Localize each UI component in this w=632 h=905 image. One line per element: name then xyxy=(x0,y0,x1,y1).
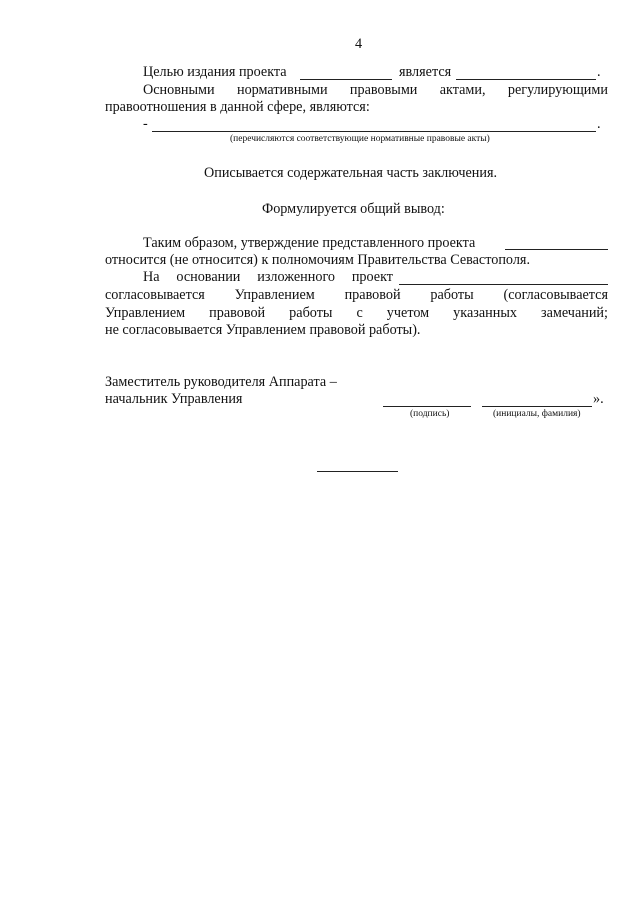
end-divider xyxy=(317,471,398,472)
project-name-blank xyxy=(300,79,392,80)
conclusion-p2-line-3: Управлением правовой работы с учетом указанных замечаний; xyxy=(105,305,608,321)
acts-line-1: Основными нормативными правовыми актами, регулирующими xyxy=(143,82,608,98)
conclusion-p2-line-2: согласовывается Управлением правовой работы (согласовывается xyxy=(105,287,608,303)
conclusion-p1-line-1: Таким образом, утверждение представленного проекта xyxy=(143,235,476,251)
project-blank-1 xyxy=(505,249,608,250)
conclusion-p2-line-1: На основании изложенного проект xyxy=(143,269,393,285)
purpose-blank xyxy=(456,79,596,80)
acts-line-2: правоотношения в данной сфере, являются: xyxy=(105,99,370,115)
signer-title-line-2: начальник Управления xyxy=(105,391,243,407)
page-number: 4 xyxy=(355,36,363,52)
purpose-mid: является xyxy=(399,64,452,80)
acts-end: . xyxy=(597,116,601,132)
name-blank xyxy=(482,406,592,407)
content-line: Описывается содержательная часть заключения. xyxy=(204,165,498,181)
acts-blank xyxy=(152,131,596,132)
conclusion-p1-line-2: относится (не относится) к полномочиям Правительства Севастополя. xyxy=(105,252,530,268)
signer-title-line-1: Заместитель руководителя Аппарата – xyxy=(105,374,337,390)
purpose-end: . xyxy=(597,64,601,80)
purpose-lead: Целью издания проекта xyxy=(143,64,287,80)
general-conclusion: Формулируется общий вывод: xyxy=(262,201,445,217)
signature-closing: ». xyxy=(593,391,604,407)
name-caption: (инициалы, фамилия) xyxy=(493,409,581,419)
acts-dash: - xyxy=(143,116,148,132)
project-blank-2 xyxy=(399,284,608,285)
conclusion-p2-line-4: не согласовывается Управлением правовой работы). xyxy=(105,322,421,338)
acts-note: (перечисляются соответствующие нормативные правовые акты) xyxy=(230,134,490,144)
signature-caption: (подпись) xyxy=(410,409,450,419)
signature-blank xyxy=(383,406,471,407)
